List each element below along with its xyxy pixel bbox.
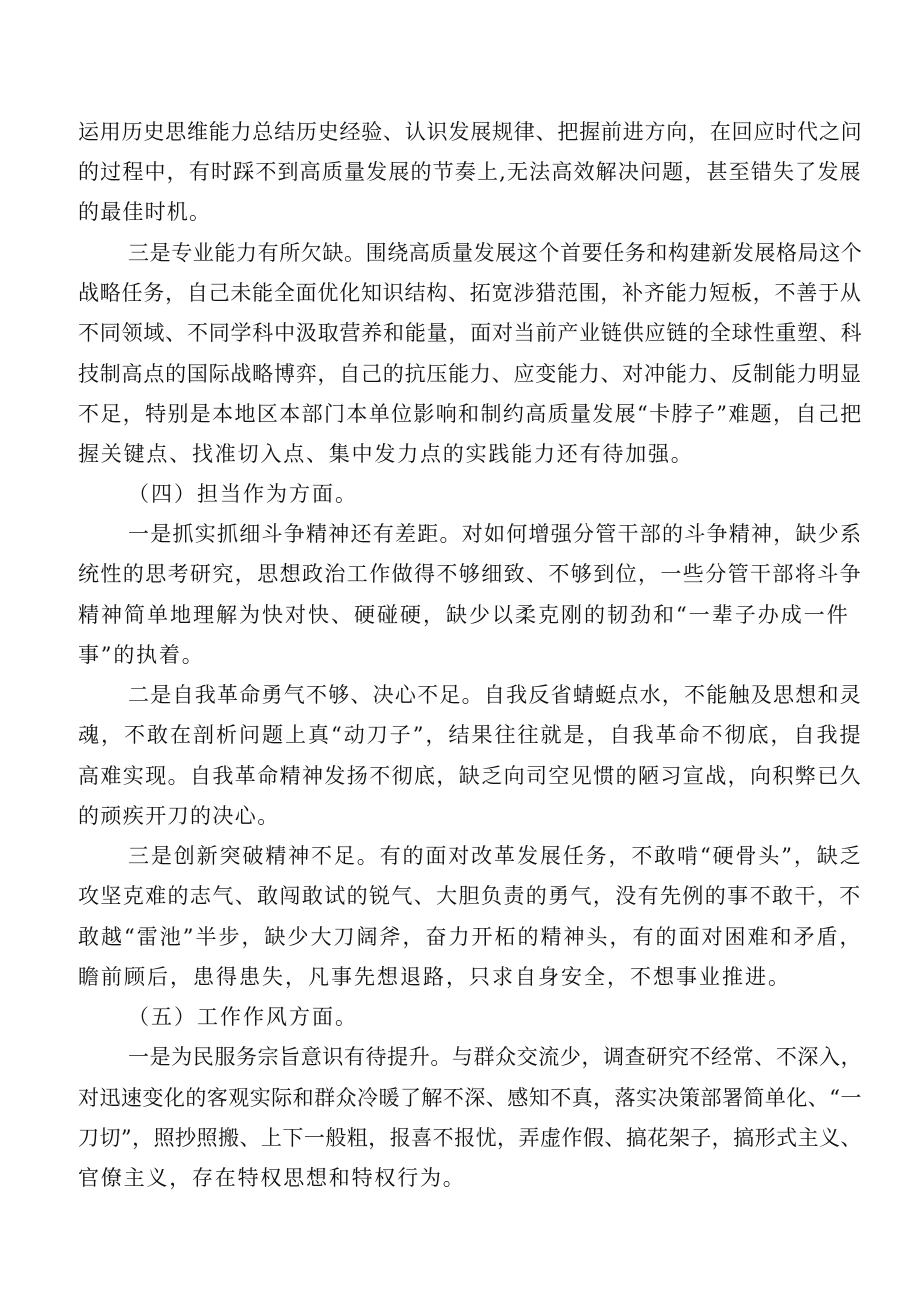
paragraph-start-line: 一是为民服务宗旨意识有待提升。与群众交流少，调查研究不经常、不深入，	[128, 1045, 863, 1069]
text-line: 握关键点、找准切入点、集中发力点的实践能力还有待加强。	[78, 442, 694, 466]
text-line: 的过程中，有时踩不到高质量发展的节奏上,无法高效解决问题，甚至错失了发展	[78, 160, 862, 184]
text-line: 瞻前顾后，患得患失，凡事先想退路，只求自身安全，不想事业推进。	[78, 965, 791, 989]
text-line: 的顽疾开刀的决心。	[78, 804, 280, 828]
section-heading: （五）工作作风方面。	[128, 1005, 358, 1029]
text-line: 对迅速变化的客观实际和群众冷暖了解不深、感知不真，落实决策部署简单化、“一	[78, 1086, 862, 1110]
text-line: 运用历史思维能力总结历史经验、认识发展规律、把握前进方向，在回应时代之问	[78, 120, 863, 144]
text-line: 高难实现。自我革命精神发扬不彻底，缺乏向司空见惯的陋习宣战，向积弊已久	[78, 764, 862, 788]
text-line: 的最佳时机。	[78, 200, 212, 224]
paragraph-start-line: 三是专业能力有所欠缺。围绕高质量发展这个首要任务和构建新发展格局这个	[128, 241, 863, 265]
text-line: 精神简单地理解为快对快、硬碰硬，缺少以柔克刚的韧劲和“一辈子办成一件	[78, 603, 850, 627]
text-line: 事”的执着。	[78, 643, 205, 667]
text-line: 战略任务，自己未能全面优化知识结构、拓宽涉猎范围，补齐能力短板，不善于从	[78, 281, 862, 305]
text-line: 刀切”，照抄照搬、上下一般粗，报喜不报忧，弄虚作假、搞花架子，搞形式主义、	[78, 1126, 862, 1150]
text-line: 不足，特别是本地区本部门本单位影响和制约高质量发展“卡脖子”难题，自己把	[78, 402, 863, 426]
text-line: 技制高点的国际战略博弈，自己的抗压能力、应变能力、对冲能力、反制能力明显	[78, 362, 862, 386]
text-line: 魂，不敢在剖析问题上真“动刀子”，结果往往就是，自我革命不彻底，自我提	[78, 723, 863, 747]
text-line: 攻坚克难的志气、敢闯敢试的锐气、大胆负责的勇气，没有先例的事不敢干，不	[78, 884, 862, 908]
section-heading: （四）担当作为方面。	[128, 482, 358, 506]
text-line: 不同领域、不同学科中汲取营养和能量，面对当前产业链供应链的全球性重塑、科	[78, 321, 863, 345]
text-line: 官僚主义，存在特权思想和特权行为。	[78, 1166, 466, 1190]
text-line: 敢越“雷池”半步，缺少大刀阔斧，奋力开柘的精神头，有的面对困难和矛盾，	[78, 925, 863, 949]
paragraph-start-line: 一是抓实抓细斗争精神还有差距。对如何增强分管干部的斗争精神，缺少系	[128, 522, 863, 546]
paragraph-start-line: 三是创新突破精神不足。有的面对改革发展任务，不敢啃“硬骨头”，缺乏	[128, 844, 863, 868]
text-line: 统性的思考研究，思想政治工作做得不够细致、不够到位，一些分管干部将斗争	[78, 562, 862, 586]
paragraph-start-line: 二是自我革命勇气不够、决心不足。自我反省蜻蜓点水，不能触及思想和灵	[128, 683, 862, 707]
